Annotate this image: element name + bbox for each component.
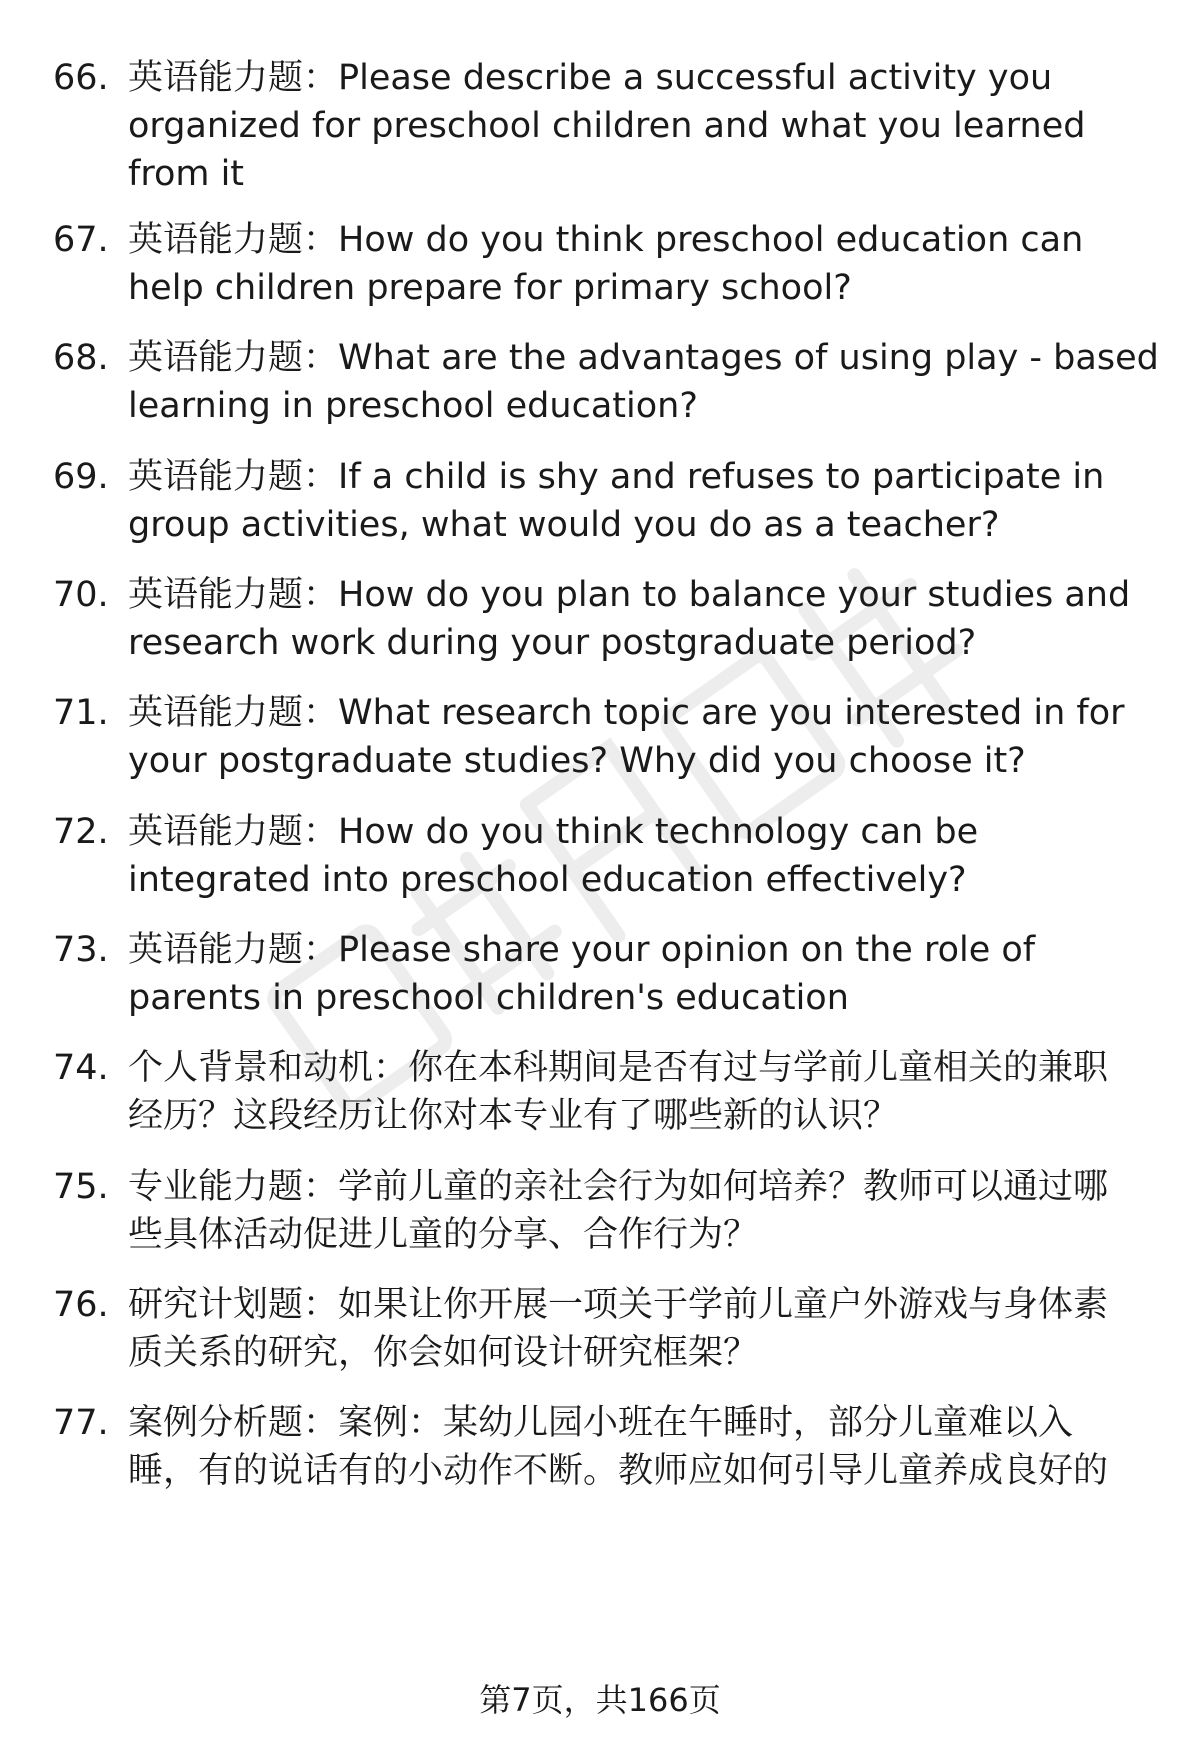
question-text: 英语能力题：Please share your opinion on the role of parents in preschool children's education (128, 930, 1036, 1018)
question-text: 英语能力题：How do you plan to balance your studies and research work during your postgraduate period? (128, 575, 1131, 663)
question-number: 69. (53, 457, 109, 497)
question-number: 74. (53, 1048, 109, 1088)
question-text: 英语能力题：What are the advantages of using play - based learning in preschool education? (128, 338, 1159, 426)
question-number: 71. (53, 693, 109, 733)
question-number: 66. (53, 58, 109, 98)
question-text: 英语能力题：What research topic are you interested in for your postgraduate studies? Why did you choose it? (128, 693, 1125, 781)
question-text: 研究计划题：如果让你开展一项关于学前儿童户外游戏与身体素 质关系的研究，你会如何设计研究框架？ (128, 1285, 1109, 1373)
question-text: 英语能力题：How do you think technology can be integrated into preschool education effectively? (128, 812, 979, 900)
question-number: 68. (53, 338, 109, 378)
question-text: 专业能力题：学前儿童的亲社会行为如何培养？教师可以通过哪 些具体活动促进儿童的分享、合作行为？ (128, 1167, 1109, 1255)
question-text: 英语能力题：How do you think preschool education can help children prepare for primary school? (128, 220, 1084, 308)
question-text: 英语能力题：If a child is shy and refuses to participate in group activities, what would you do as a teacher? (128, 457, 1105, 545)
question-number: 75. (53, 1167, 109, 1207)
question-text: 案例分析题：案例：某幼儿园小班在午睡时，部分儿童难以入 睡，有的说话有的小动作不断。教师应如何引导儿童养成良好的 (128, 1403, 1109, 1491)
question-number: 77. (53, 1403, 109, 1443)
page-number: 第7页，共166页 (479, 1681, 721, 1719)
question-text: 英语能力题：Please describe a successful activity you organized for preschool children and what you learned from it (128, 58, 1086, 194)
question-number: 76. (53, 1285, 109, 1325)
question-number: 73. (53, 930, 109, 970)
question-number: 72. (53, 812, 109, 852)
question-number: 70. (53, 575, 109, 615)
question-text: 个人背景和动机：你在本科期间是否有过与学前儿童相关的兼职 经历？这段经历让你对本专业有了哪些新的认识？ (128, 1048, 1109, 1136)
question-number: 67. (53, 220, 109, 260)
